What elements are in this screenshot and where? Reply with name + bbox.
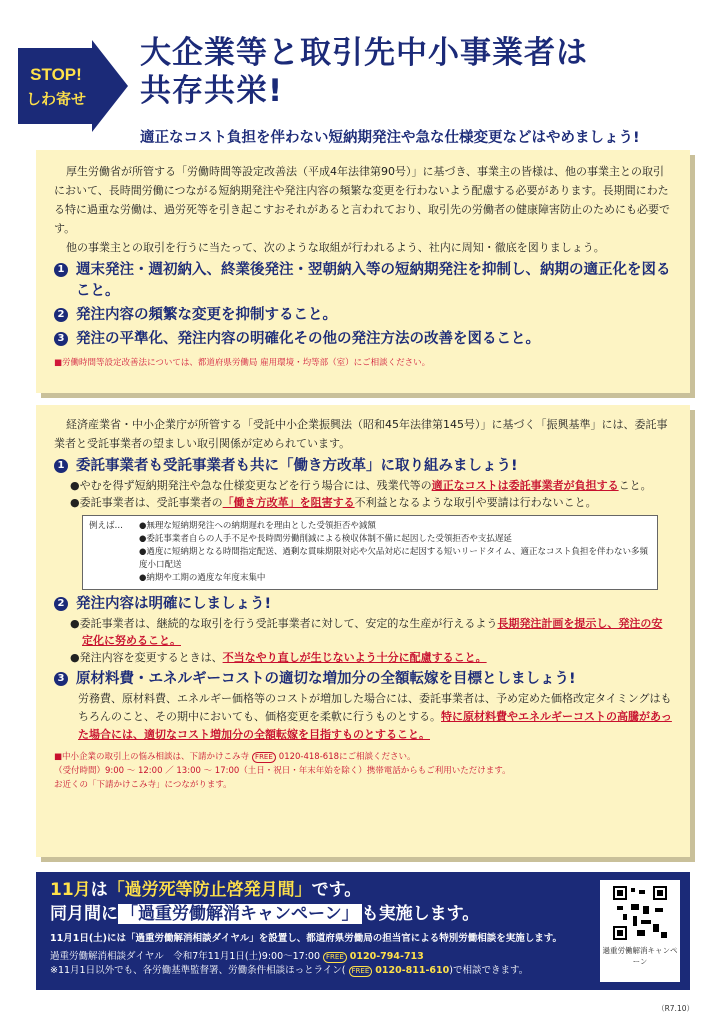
mhlw-item-3: 3 発注の平準化、発注内容の明確化その他の発注方法の改善を図ること。 bbox=[54, 329, 672, 350]
qr-code-icon bbox=[611, 884, 669, 942]
meti-bullet-longterm: ●委託事業者は、継続的な取引を行う受託事業者に対して、安定的な生産が行えるよう長期発注計画を提示し、発注の安定化に努めること。 bbox=[70, 617, 663, 647]
campaign-month-line: 11月は「過労死等防止啓発月間」です。 bbox=[50, 880, 362, 900]
qr-code-box[interactable] bbox=[600, 880, 680, 982]
dial-tel[interactable]: 0120-794-713 bbox=[349, 951, 424, 962]
revision-mark: （R7.10） bbox=[657, 1004, 694, 1013]
qr-caption: 過重労働解消キャンペーン bbox=[602, 946, 678, 966]
meti-bullet-change: ●発注内容を変更するときは、不当なやり直しが生じないよう十分に配慮すること。 bbox=[70, 651, 487, 664]
meti-intro: 経済産業省・中小企業庁が所管する「受託中小企業振興法（昭和45年法律第145号）」に基づく「振興基準」には、委託事業者と受託事業者の望ましい取引関係が定められています。 bbox=[54, 418, 668, 450]
example-item: ●納期や工期の過度な年度末集中 bbox=[139, 573, 266, 583]
examples-label: 例えば… bbox=[89, 521, 124, 531]
kakekomidera-note: ■中小企業の取引上の悩み相談は、下請かけこみ寺 FREE 0120-418-618にご相談ください。 （受付時間）9:00 ～ 12:00 ／ 13:00 ～ 17:00（土日・祝日・年末年始を除く）携帯電話からもご利用いただけます。 お近くの「下請かけこみ寺」につながります。 bbox=[54, 752, 511, 790]
free-dial-icon: FREE bbox=[252, 752, 276, 763]
free-dial-icon: FREE bbox=[349, 966, 373, 977]
mhlw-item-1: 1 週末発注・週初納入、終業後発注・翌朝納入等の短納期発注を抑制し、納期の適正化を図ること。 bbox=[54, 260, 672, 302]
mhlw-item-2: 2 発注内容の頻繁な変更を抑制すること。 bbox=[54, 305, 672, 326]
page-subtitle: 適正なコスト負担を伴わない短納期発注や急な仕様変更などはやめましょう! bbox=[140, 130, 640, 146]
mhlw-intro: 厚生労働省が所管する「労働時間等設定改善法（平成4年法律第90号）」に基づき、事業主の皆様は、他の事業主との取引において、長時間労働につながる短納期発注や発注内容の頻繁な変更を行わないよう配慮する必要があります。長期間にわたる特に過重な労働は、過労死等を引き起こすおそれがあると言われており、取引先の労働者の健康障害防止のためにも必要です。 bbox=[54, 165, 670, 235]
hotline-tel[interactable]: 0120-811-610 bbox=[375, 965, 450, 976]
page-title bbox=[140, 34, 710, 110]
title-line1: 大企業等と取引先中小事業者は bbox=[140, 35, 588, 71]
meti-heading-2: 2 発注内容は明確にしましょう! bbox=[54, 594, 672, 615]
free-dial-icon: FREE bbox=[323, 952, 347, 963]
example-item: ●過度に短納期となる時間指定配送、過剰な貫味期限対応や欠品対応に起因する短いリードタイム、適正なコスト負担を伴わない多頻度小口配送 bbox=[139, 547, 649, 570]
mhlw-instruction: 他の事業主との取引を行うに当たって、次のような取組が行われるよう、社内に周知・徹底を図りましょう。 bbox=[66, 241, 605, 254]
meti-cost-paragraph: 労務費、原材料費、エネルギー価格等のコストが増加した場合には、委託事業者は、予め定めた価格改定タイミングはもちろんのこと、その期中においても、価格変更を柔軟に行うものとする。特に原材料費やエネルギーコストの高騰があった場合には、適切なコスト増加分の全額転嫁を目指すものとすること。 bbox=[78, 692, 672, 741]
meti-bullet-workstyle: ●委託事業者は、受託事業者の「働き方改革」を阻害する不利益となるような取引や要請は行わないこと。 bbox=[70, 496, 597, 509]
mhlw-note: ■労働時間等設定改善法については、都道府県労働局 雇用環境・均等部（室）にご相談ください。 bbox=[54, 358, 431, 368]
examples-box bbox=[82, 515, 658, 590]
meti-panel bbox=[36, 405, 690, 857]
meti-bullet-cost: ●やむを得ず短納期発注や急な仕様変更などを行う場合には、残業代等の適正なコストは委託事業者が負担すること。 bbox=[70, 479, 652, 492]
badge-shiwayose-text: しわ寄せ bbox=[25, 90, 87, 108]
campaign-banner bbox=[36, 872, 690, 990]
kakekomidera-tel[interactable]: 0120-418-618 bbox=[278, 752, 340, 762]
meti-heading-1: 1 委託事業者も受託事業者も共に「働き方改革」に取り組みましょう! bbox=[54, 456, 672, 477]
title-line2: 共存共栄! bbox=[140, 73, 284, 109]
mhlw-panel bbox=[36, 150, 690, 393]
campaign-name-line: 同月間に 「過重労働解消キャンペーン」 も実施します。 bbox=[50, 904, 480, 924]
example-item: ●無理な短納期発注への納期遅れを理由とした受領拒否や減額 bbox=[139, 521, 376, 531]
campaign-contact: 過重労働解消相談ダイヤル 令和7年11月1日(土)9:00～17:00 FREE 0120-794-713 ※11月1日以外でも、各労働基準監督署、労働条件相談ほっとライン( FREE 0120-811-610)で相談できます。 bbox=[50, 951, 529, 976]
example-item: ●委託事業者自らの人手不足や長時間労働削減による検収体制不備に起因した受領拒否や支払遅延 bbox=[139, 534, 512, 544]
campaign-dial-info: 11月1日(土)には「過重労働解消相談ダイヤル」を設置し、都道府県労働局の担当官による特別労働相談を実施します。 bbox=[50, 933, 562, 944]
badge-stop-text: STOP! bbox=[30, 65, 82, 84]
stop-arrow-badge bbox=[18, 40, 128, 132]
meti-heading-3: 3 原材料費・エネルギーコストの適切な増加分の全額転嫁を目標としましょう! bbox=[54, 669, 672, 690]
